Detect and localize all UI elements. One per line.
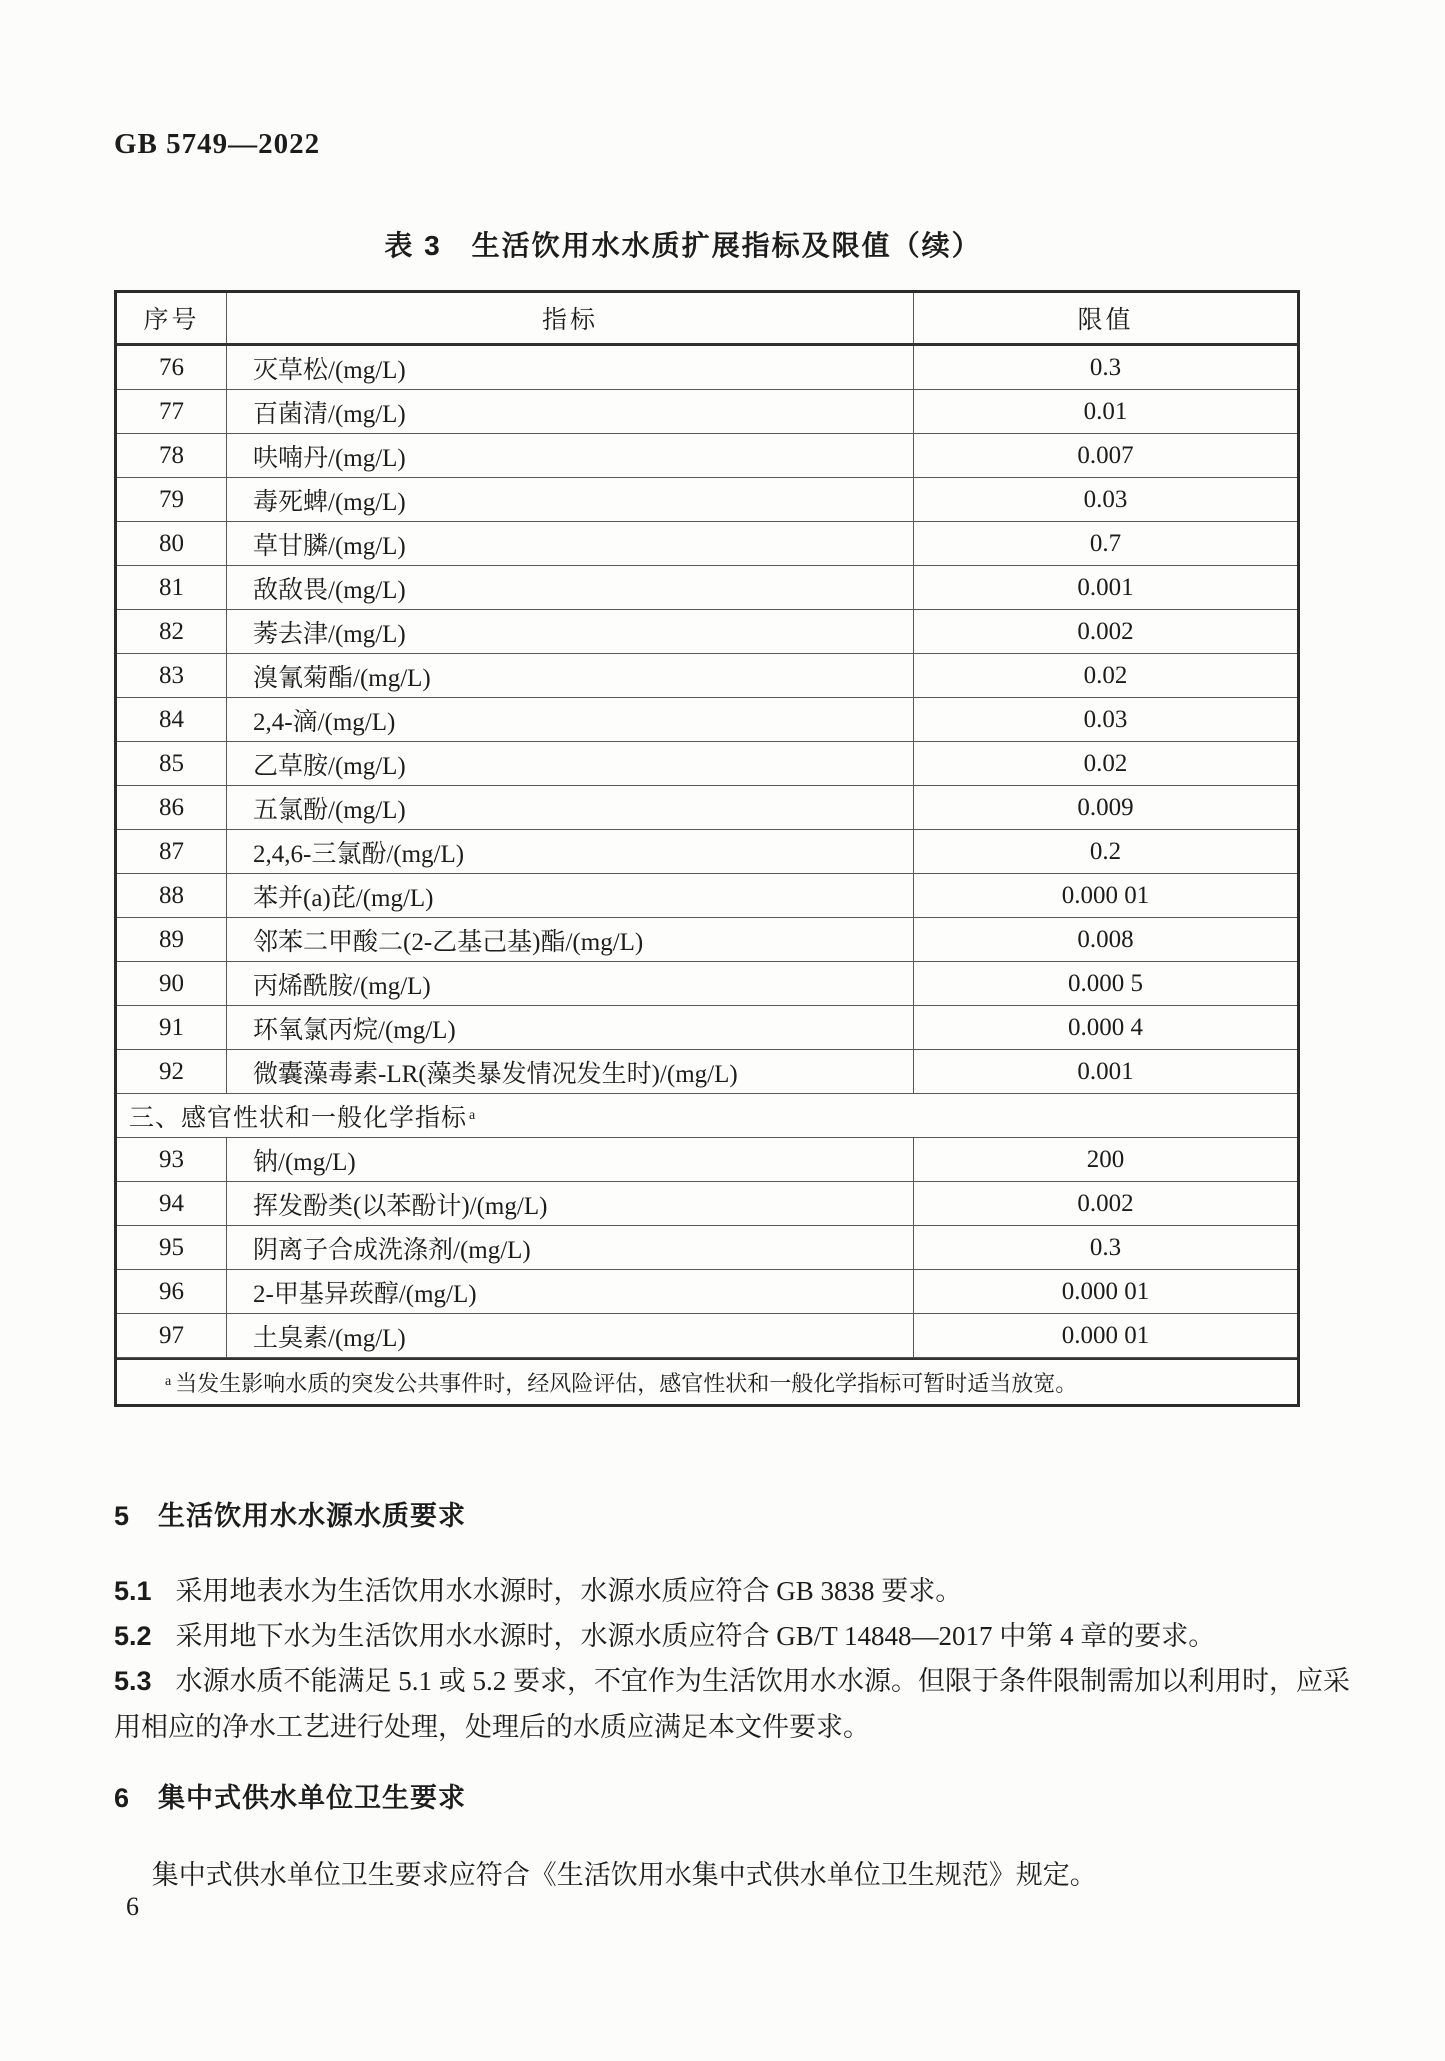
cell-no: 76: [117, 346, 227, 389]
cell-indicator: 挥发酚类(以苯酚计)/(mg/L): [227, 1182, 914, 1225]
cell-indicator: 阴离子合成洗涤剂/(mg/L): [227, 1226, 914, 1269]
cell-indicator: 微囊藻毒素-LR(藻类暴发情况发生时)/(mg/L): [227, 1050, 914, 1093]
table-row: [117, 918, 1297, 962]
cell-no: 92: [117, 1050, 227, 1093]
cell-limit: 0.02: [1083, 661, 1128, 689]
standard-number: GB 5749—2022: [114, 128, 321, 160]
clause-5-1: [114, 1568, 1359, 1614]
clause-5-2-text: 采用地下水为生活饮用水水源时，水源水质应符合 GB/T 14848—2017 中第 4 章的要求。: [175, 1621, 1216, 1651]
cell-indicator: 丙烯酰胺/(mg/L): [227, 962, 914, 1005]
table-row: [117, 874, 1297, 918]
cell-indicator: 土臭素/(mg/L): [227, 1314, 914, 1357]
table-row: [117, 434, 1297, 478]
clause-5-2: [114, 1613, 1359, 1659]
table-row: [117, 1138, 1297, 1182]
cell-indicator: 苯并(a)芘/(mg/L): [227, 874, 914, 917]
table-row: [117, 346, 1297, 390]
clause-5-2-number: 5.2: [114, 1621, 152, 1651]
cell-indicator: 呋喃丹/(mg/L): [227, 434, 914, 477]
cell-no: 80: [117, 522, 227, 565]
table-row: [117, 830, 1297, 874]
cell-no: 85: [117, 742, 227, 785]
cell-indicator: 草甘膦/(mg/L): [227, 522, 914, 565]
section-5-heading: [114, 1494, 466, 1533]
cell-indicator: 2-甲基异莰醇/(mg/L): [227, 1270, 914, 1313]
cell-limit: 0.000 01: [1061, 1277, 1150, 1305]
clause-5-3-text: 水源水质不能满足 5.1 或 5.2 要求，不宜作为生活饮用水水源。但限于条件限制需加以利用时，应采用相应的净水工艺进行处理，处理后的水质应满足本文件要求。: [114, 1666, 1351, 1742]
section-5-title: 生活饮用水水源水质要求: [158, 1501, 467, 1531]
cell-limit: 0.03: [1083, 705, 1128, 733]
cell-limit: 0.001: [1077, 573, 1134, 601]
cell-limit: 200: [1086, 1145, 1125, 1173]
category-row: [117, 1094, 1297, 1138]
cell-no: 81: [117, 566, 227, 609]
section-5-number: 5: [114, 1501, 131, 1531]
cell-limit: 0.7: [1089, 529, 1122, 557]
table-body: [117, 346, 1297, 1404]
table-row: [117, 610, 1297, 654]
cell-limit: 0.002: [1077, 617, 1134, 645]
cell-limit: 0.02: [1083, 749, 1128, 777]
cell-limit: 0.001: [1077, 1057, 1134, 1085]
cell-no: 87: [117, 830, 227, 873]
table-row: [117, 1182, 1297, 1226]
table-row: [117, 1270, 1297, 1314]
cell-indicator: 2,4-滴/(mg/L): [227, 698, 914, 741]
table-row: [117, 742, 1297, 786]
clause-5-3: [114, 1658, 1359, 1750]
table-row: [117, 566, 1297, 610]
section-6-heading: [114, 1776, 466, 1815]
cell-indicator: 莠去津/(mg/L): [227, 610, 914, 653]
cell-limit: 0.2: [1089, 837, 1122, 865]
table-row: [117, 1314, 1297, 1358]
cell-no: 78: [117, 434, 227, 477]
clause-6-text: 集中式供水单位卫生要求应符合《生活饮用水集中式供水单位卫生规范》规定。: [151, 1860, 1097, 1890]
category-label: 三、感官性状和一般化学指标 a: [129, 1104, 477, 1132]
cell-no: 88: [117, 874, 227, 917]
cell-indicator: 钠/(mg/L): [227, 1138, 914, 1181]
water-quality-table: [114, 290, 1300, 1407]
section-6-title: 集中式供水单位卫生要求: [158, 1783, 467, 1813]
cell-limit: 0.000 4: [1068, 1013, 1143, 1041]
footnote-row: [117, 1358, 1297, 1404]
table-title: 表 3 生活饮用水水质扩展指标及限值（续）: [384, 230, 982, 261]
cell-limit: 0.3: [1089, 353, 1122, 381]
cell-no: 89: [117, 918, 227, 961]
cell-no: 95: [117, 1226, 227, 1269]
table-row: [117, 390, 1297, 434]
table-row: [117, 1006, 1297, 1050]
cell-indicator: 毒死蜱/(mg/L): [227, 478, 914, 521]
cell-limit: 0.008: [1077, 925, 1134, 953]
table-header-row: [117, 293, 1297, 346]
table-row: [117, 1226, 1297, 1270]
cell-limit: 0.000 5: [1068, 969, 1143, 997]
section-6-number: 6: [114, 1783, 131, 1813]
table-row: [117, 654, 1297, 698]
cell-indicator: 灭草松/(mg/L): [227, 346, 914, 389]
cell-limit: 0.000 01: [1061, 881, 1150, 909]
clause-5-3-number: 5.3: [114, 1666, 152, 1696]
cell-no: 84: [117, 698, 227, 741]
cell-no: 91: [117, 1006, 227, 1049]
table-row: [117, 478, 1297, 522]
footnote-text: a 当发生影响水质的突发公共事件时，经风险评估，感官性状和一般化学指标可暂时适当放宽。: [165, 1370, 1078, 1396]
page-number: 6: [126, 1892, 139, 1921]
column-header-no: 序号: [117, 293, 227, 343]
table-row: [117, 522, 1297, 566]
cell-indicator: 乙草胺/(mg/L): [227, 742, 914, 785]
cell-indicator: 邻苯二甲酸二(2-乙基己基)酯/(mg/L): [227, 918, 914, 961]
cell-indicator: 百菌清/(mg/L): [227, 390, 914, 433]
cell-no: 94: [117, 1182, 227, 1225]
cell-no: 83: [117, 654, 227, 697]
table-row: [117, 698, 1297, 742]
cell-indicator: 敌敌畏/(mg/L): [227, 566, 914, 609]
cell-limit: 0.000 01: [1061, 1321, 1150, 1349]
cell-no: 96: [117, 1270, 227, 1313]
cell-no: 93: [117, 1138, 227, 1181]
clause-5-1-text: 采用地表水为生活饮用水水源时，水源水质应符合 GB 3838 要求。: [175, 1576, 963, 1606]
cell-no: 82: [117, 610, 227, 653]
table-row: [117, 962, 1297, 1006]
cell-limit: 0.002: [1077, 1189, 1134, 1217]
clause-6-paragraph: [114, 1852, 1359, 1898]
column-header-limit: 限值: [1077, 307, 1134, 334]
table-row: [117, 1050, 1297, 1094]
cell-limit: 0.007: [1077, 441, 1134, 469]
cell-limit: 0.3: [1089, 1233, 1122, 1261]
cell-limit: 0.009: [1077, 793, 1134, 821]
cell-no: 97: [117, 1314, 227, 1357]
cell-no: 86: [117, 786, 227, 829]
cell-indicator: 2,4,6-三氯酚/(mg/L): [227, 830, 914, 873]
cell-indicator: 溴氰菊酯/(mg/L): [227, 654, 914, 697]
column-header-indicator: 指标: [227, 293, 914, 343]
cell-limit: 0.03: [1083, 485, 1128, 513]
cell-limit: 0.01: [1083, 397, 1128, 425]
cell-no: 79: [117, 478, 227, 521]
cell-no: 77: [117, 390, 227, 433]
cell-no: 90: [117, 962, 227, 1005]
cell-indicator: 环氧氯丙烷/(mg/L): [227, 1006, 914, 1049]
cell-indicator: 五氯酚/(mg/L): [227, 786, 914, 829]
table-row: [117, 786, 1297, 830]
clause-5-1-number: 5.1: [114, 1576, 152, 1606]
